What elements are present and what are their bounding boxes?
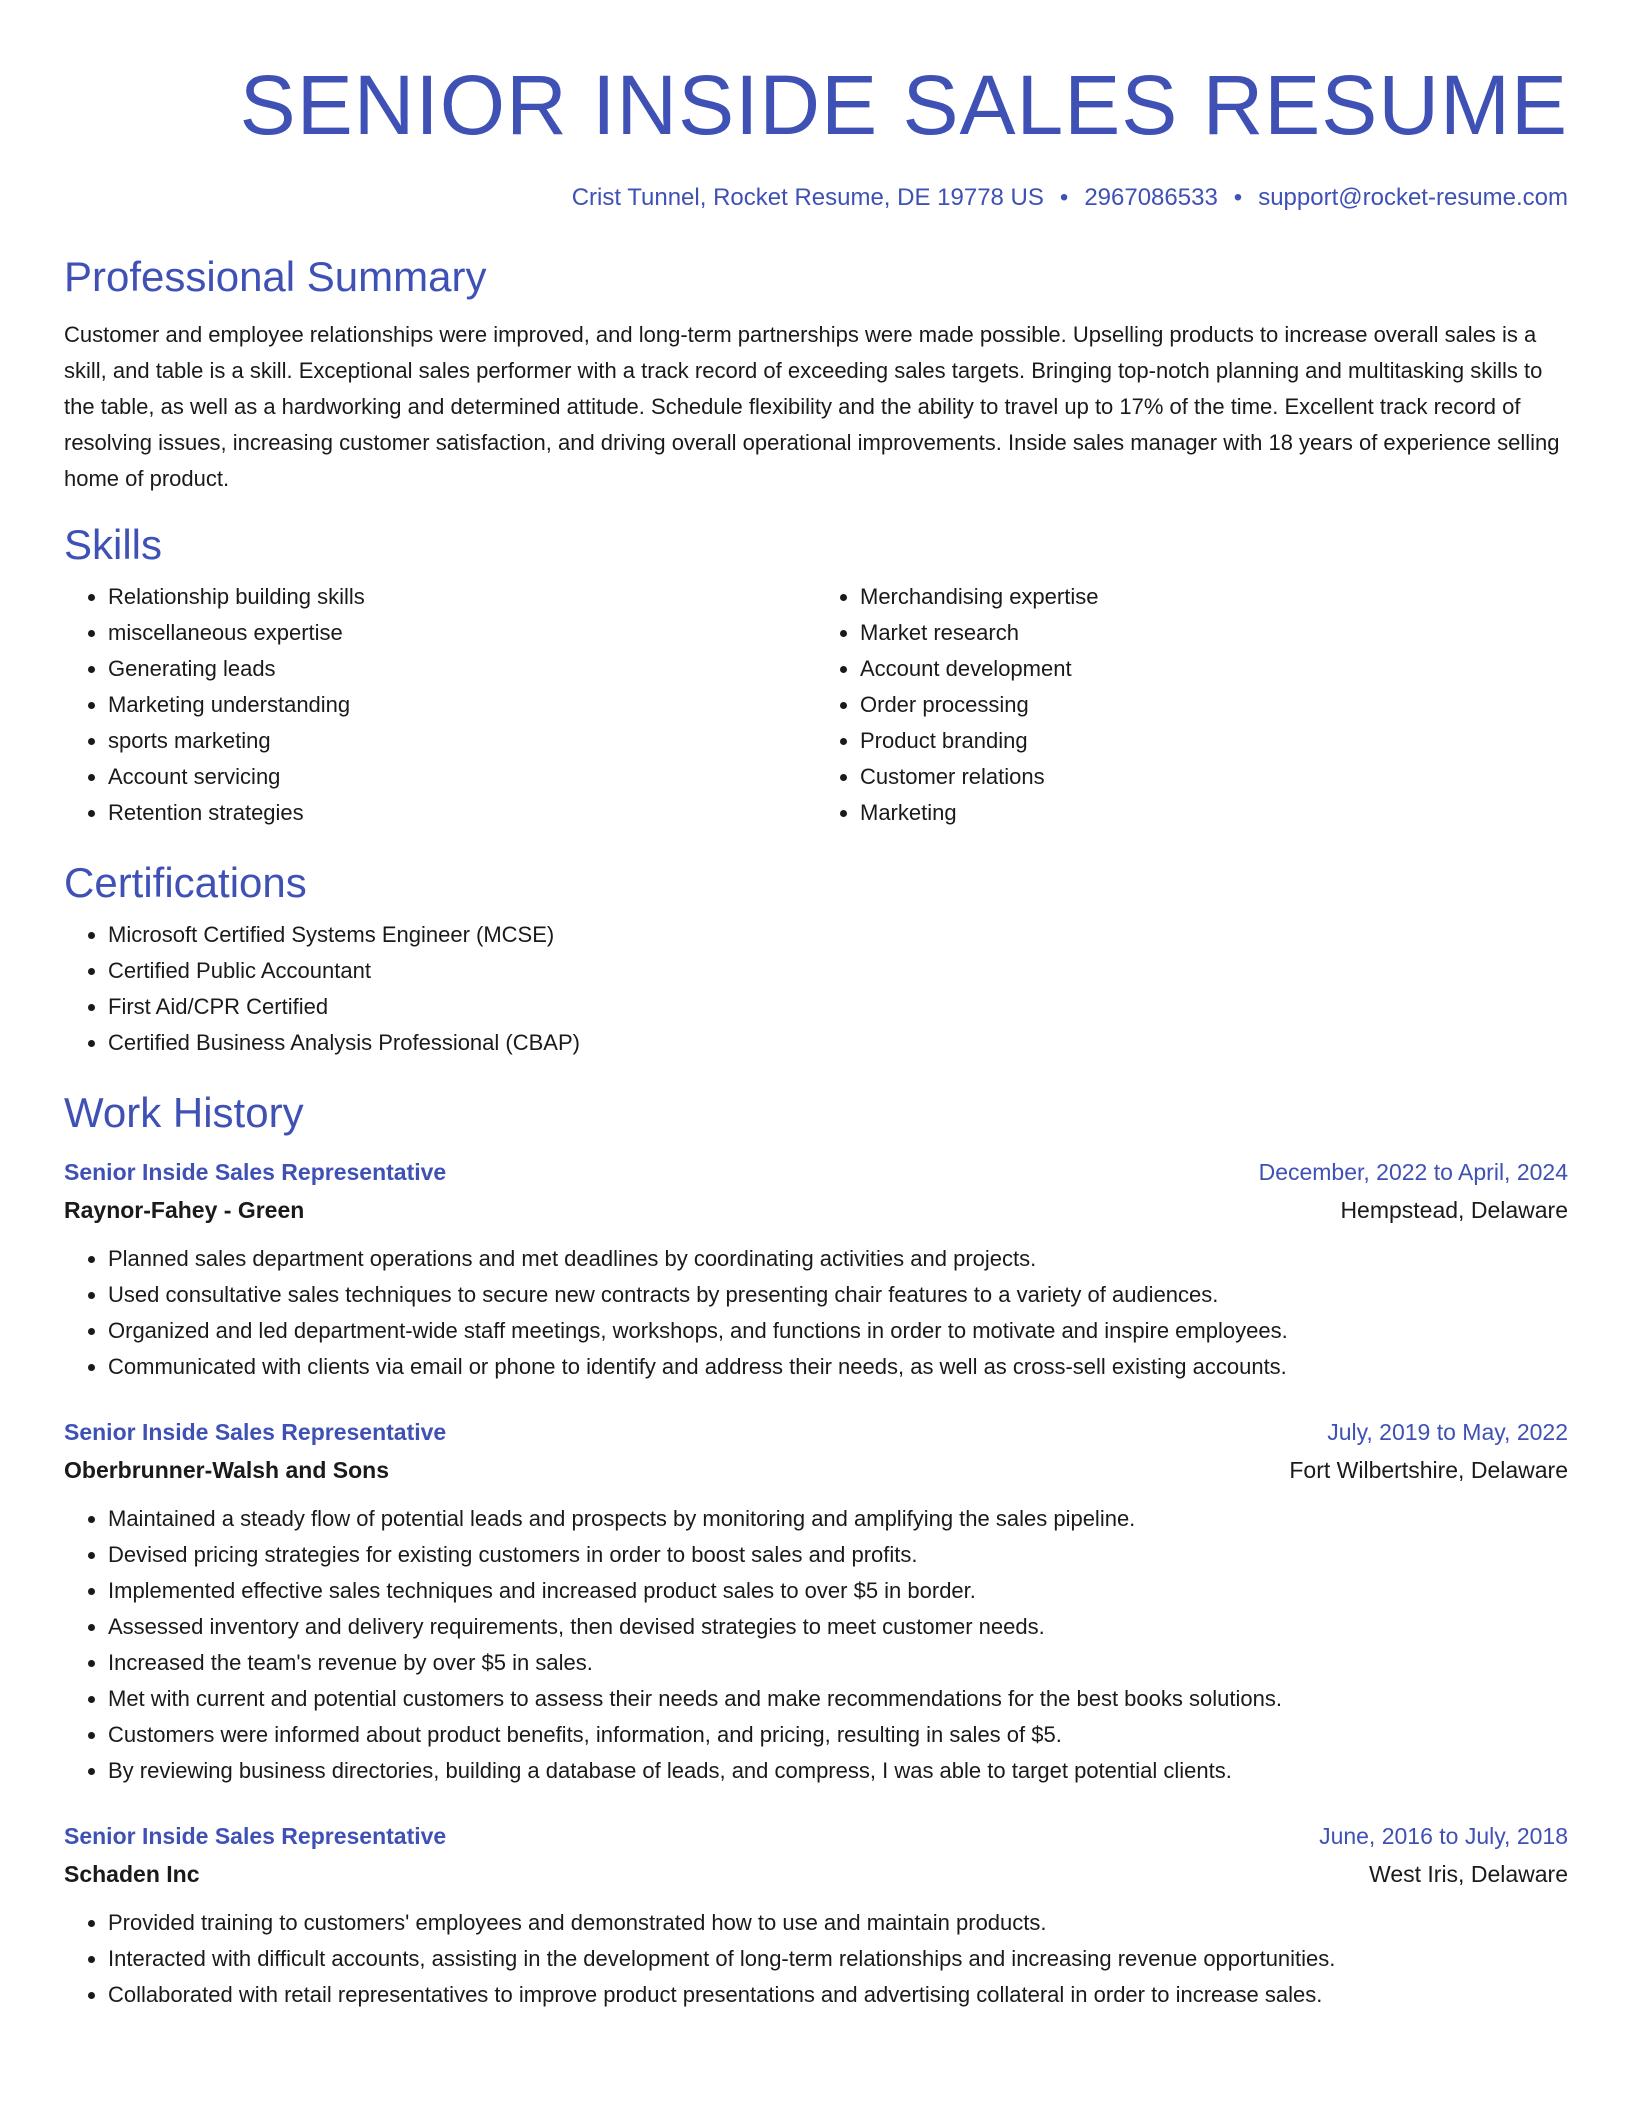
contact-address: Crist Tunnel, Rocket Resume, DE 19778 US xyxy=(571,184,1044,211)
job-bullet: • Devised pricing strategies for existing customers in order to boost sales and profits. xyxy=(108,1537,1568,1573)
job-bullet: • Organized and led department-wide staff meetings, workshops, and functions in order to motivate and inspire employees. xyxy=(108,1313,1568,1349)
job-title: Senior Inside Sales Representative xyxy=(64,1823,447,1849)
certification-item: • Certified Business Analysis Professional (CBAP) xyxy=(108,1025,1568,1061)
resume-page xyxy=(64,0,1568,2013)
skill-item: • Account servicing xyxy=(108,759,816,795)
job-bullet: • Used consultative sales techniques to secure new contracts by presenting chair features to a variety of audiences. xyxy=(108,1277,1568,1313)
certification-item: • First Aid/CPR Certified xyxy=(108,989,1568,1025)
job-dates: June, 2016 to July, 2018 xyxy=(1319,1823,1568,1849)
work-history-heading: Work History xyxy=(64,1089,304,1136)
job-location: West Iris, Delaware xyxy=(1369,1861,1568,1887)
skills-list-right xyxy=(816,579,1568,831)
job-bullet: • Communicated with clients via email or phone to identify and address their needs, as well as cross-sell existing accounts. xyxy=(108,1349,1568,1385)
certification-item: • Microsoft Certified Systems Engineer (MCSE) xyxy=(108,917,1568,953)
skill-item: • Order processing xyxy=(860,687,1568,723)
job-bullet: • Met with current and potential customers to assess their needs and make recommendations for the best books solutions. xyxy=(108,1681,1568,1717)
job-dates: December, 2022 to April, 2024 xyxy=(1258,1159,1568,1185)
job-bullets xyxy=(64,1905,1568,2013)
job-company: Schaden Inc xyxy=(64,1861,200,1887)
contact-email: support@rocket-resume.com xyxy=(1258,184,1568,211)
job-entry xyxy=(64,1413,1568,1789)
job-location: Hempstead, Delaware xyxy=(1340,1197,1568,1223)
summary-text: Customer and employee relationships were improved, and long-term partnerships were made possible. Upselling products to increase overall sales is a skill, and table is a skill. Exceptional sales performer with a track record of exceeding sales targets. Bringing top-notch planning and multitasking skills to the table, as well as a hardworking and determined attitude. Schedule flexibility and the ability to travel up to 17% of the time. Excellent track record of resolving issues, increasing customer satisfaction, and driving overall operational improvements. Inside sales manager with 18 years of experience selling home of product. xyxy=(64,322,1560,491)
contact-separator: • xyxy=(1059,184,1069,211)
job-company: Raynor-Fahey - Green xyxy=(64,1197,305,1223)
resume-title: SENIOR INSIDE SALES RESUME xyxy=(239,58,1568,152)
skill-item: • Retention strategies xyxy=(108,795,816,831)
job-company-row xyxy=(64,1855,1568,1893)
job-bullets xyxy=(64,1241,1568,1385)
skills-heading: Skills xyxy=(64,521,163,568)
job-bullet: • Increased the team's revenue by over $5 in sales. xyxy=(108,1645,1568,1681)
skill-item: • Market research xyxy=(860,615,1568,651)
certification-item: • Certified Public Accountant xyxy=(108,953,1568,989)
job-title: Senior Inside Sales Representative xyxy=(64,1159,447,1185)
skill-item: • Account development xyxy=(860,651,1568,687)
certifications-list xyxy=(64,917,1568,1061)
job-entry xyxy=(64,1817,1568,2013)
job-location: Fort Wilbertshire, Delaware xyxy=(1289,1457,1568,1483)
certifications-heading: Certifications xyxy=(64,859,307,906)
skill-item: • Marketing understanding xyxy=(108,687,816,723)
summary-heading: Professional Summary xyxy=(64,253,487,300)
skill-item: • Product branding xyxy=(860,723,1568,759)
job-title: Senior Inside Sales Representative xyxy=(64,1419,447,1445)
job-bullet: • Assessed inventory and delivery requirements, then devised strategies to meet customer needs. xyxy=(108,1609,1568,1645)
contact-line xyxy=(64,183,1568,213)
skill-item: • Marketing xyxy=(860,795,1568,831)
skill-item: • sports marketing xyxy=(108,723,816,759)
job-company-row xyxy=(64,1451,1568,1489)
job-bullet: • Collaborated with retail representatives to improve product presentations and advertising collateral in order to increase sales. xyxy=(108,1977,1568,2013)
job-bullet: • Customers were informed about product benefits, information, and pricing, resulting in sales of $5. xyxy=(108,1717,1568,1753)
contact-separator: • xyxy=(1233,184,1243,211)
job-bullet: • Maintained a steady flow of potential leads and prospects by monitoring and amplifying the sales pipeline. xyxy=(108,1501,1568,1537)
job-dates: July, 2019 to May, 2022 xyxy=(1327,1419,1568,1445)
job-bullet: • Planned sales department operations and met deadlines by coordinating activities and projects. xyxy=(108,1241,1568,1277)
job-title-row xyxy=(64,1817,1568,1855)
job-entry xyxy=(64,1153,1568,1385)
job-title-row xyxy=(64,1413,1568,1451)
skill-item: • Relationship building skills xyxy=(108,579,816,615)
skill-item: • miscellaneous expertise xyxy=(108,615,816,651)
skill-item: • Merchandising expertise xyxy=(860,579,1568,615)
skill-item: • Customer relations xyxy=(860,759,1568,795)
job-title-row xyxy=(64,1153,1568,1191)
job-bullet: • Implemented effective sales techniques and increased product sales to over $5 in border. xyxy=(108,1573,1568,1609)
skill-item: • Generating leads xyxy=(108,651,816,687)
job-bullet: • Interacted with difficult accounts, assisting in the development of long-term relationships and increasing revenue opportunities. xyxy=(108,1941,1568,1977)
skills-list-left xyxy=(64,579,816,831)
skills-grid xyxy=(64,579,1568,831)
job-bullet: • By reviewing business directories, building a database of leads, and compress, I was able to target potential clients. xyxy=(108,1753,1568,1789)
contact-phone: 2967086533 xyxy=(1084,184,1218,211)
job-bullet: • Provided training to customers' employees and demonstrated how to use and maintain products. xyxy=(108,1905,1568,1941)
job-bullets xyxy=(64,1501,1568,1789)
job-company-row xyxy=(64,1191,1568,1229)
job-company: Oberbrunner-Walsh and Sons xyxy=(64,1457,390,1483)
